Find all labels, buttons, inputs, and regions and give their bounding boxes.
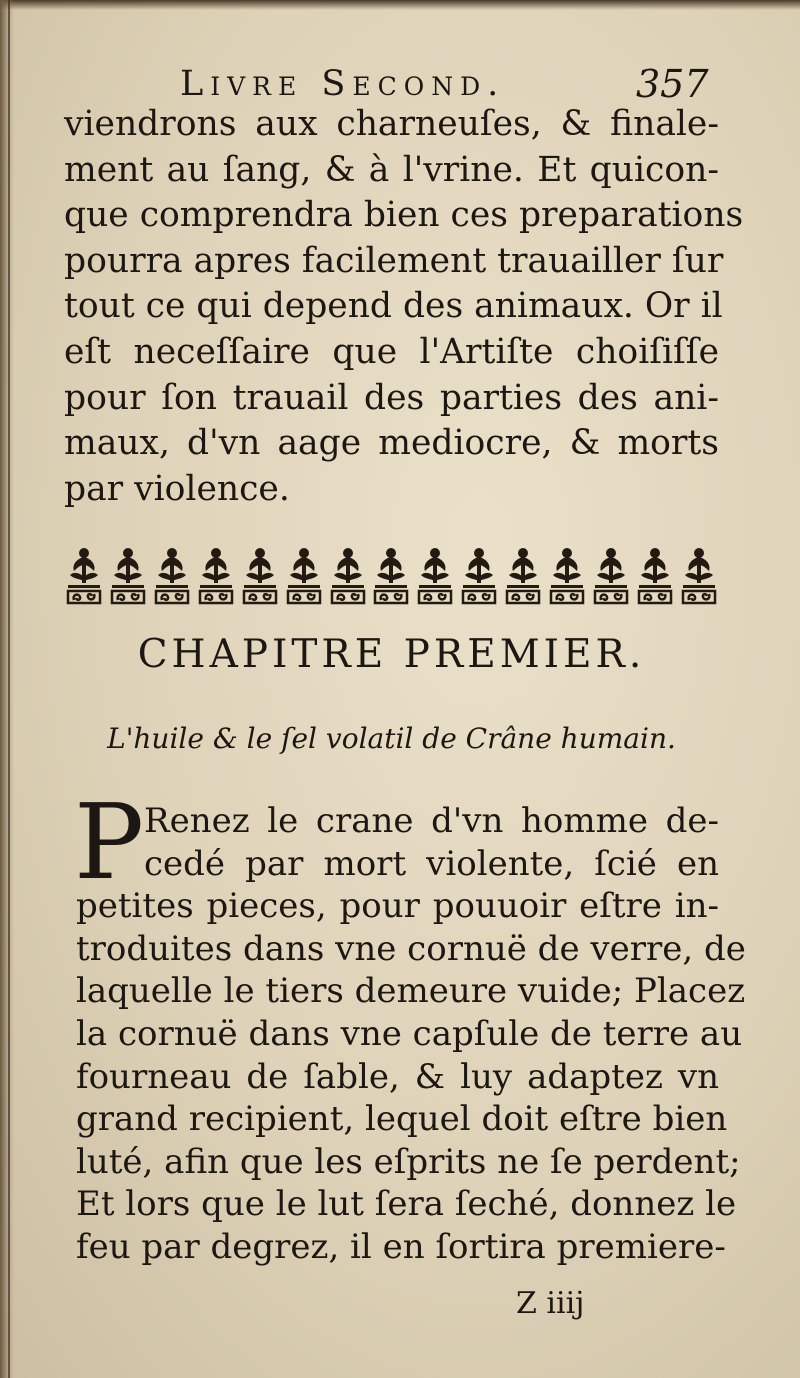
fleuron-ornament [152, 545, 192, 605]
text-line: petites pieces, pour pouuoir eſtre in- [76, 886, 719, 927]
binding-line [8, 0, 10, 1378]
chapter-subtitle: L'huile & le ſel volatil de Crâne humain. [107, 722, 676, 755]
signature-mark: Z iiij [516, 1286, 585, 1321]
text-line: que comprendra bien ces preparations [64, 195, 744, 236]
fleuron-ornament [503, 545, 543, 605]
fleuron-ornament [547, 545, 587, 605]
fleuron-ornament [284, 545, 324, 605]
text-line: tout ce qui depend des animaux. Or il [64, 286, 723, 327]
fleuron-ornament [240, 545, 280, 605]
page-number: 357 [636, 62, 709, 106]
fleuron-ornament [415, 545, 455, 605]
text-line: Renez le crane d'vn homme de- [144, 801, 719, 841]
chapter-title: CHAPITRE PREMIER. [137, 632, 646, 677]
text-line: grand recipient, lequel doit eſtre bien [76, 1099, 728, 1140]
drop-cap: P [74, 781, 144, 903]
ornament-band [64, 545, 719, 605]
text-line: troduites dans vne cornuë de verre, de [76, 928, 746, 969]
running-head: Livre Second. [180, 64, 506, 104]
fleuron-ornament [108, 545, 148, 605]
text-line: feu par degrez, il en ſortira premiere- [76, 1226, 726, 1267]
text-line: luté, afin que les eſprits ne ſe perdent; [76, 1141, 741, 1182]
text-line: maux, d'vn aage mediocre, & morts [64, 423, 719, 464]
text-line: laquelle le tiers demeure vuide; Placez [76, 971, 746, 1012]
text-line: fourneau de ſable, & luy adaptez vn [76, 1056, 719, 1097]
page-gutter [0, 0, 14, 1378]
fleuron-ornament [371, 545, 411, 605]
text-line: pourra apres facilement trauailler ſur [64, 240, 724, 281]
text-line: Et lors que le lut ſera ſeché, donnez le [76, 1184, 737, 1225]
text-line: par violence. [64, 468, 290, 509]
text-line: pour ſon trauail des parties des ani- [64, 377, 719, 418]
fleuron-ornament [679, 545, 719, 605]
paragraph-main [74, 781, 746, 1269]
fleuron-ornament [328, 545, 368, 605]
fleuron-ornament [591, 545, 631, 605]
fleuron-ornament [459, 545, 499, 605]
text-line: la cornuë dans vne capſule de terre au [76, 1013, 743, 1054]
paragraph-top [64, 102, 744, 512]
fleuron-ornament [196, 545, 236, 605]
text-line: cedé par mort violente, ſcié en [144, 843, 719, 884]
text-line: ment au ſang, & à l'vrine. Et quicon- [64, 149, 719, 190]
fleuron-ornament [635, 545, 675, 605]
page-top-edge [0, 0, 800, 10]
text-line: eſt neceſſaire que l'Artiſte choiſiſſe [64, 331, 719, 372]
fleuron-ornament [64, 545, 104, 605]
text-line: viendrons aux charneuſes, & finale- [64, 104, 719, 144]
